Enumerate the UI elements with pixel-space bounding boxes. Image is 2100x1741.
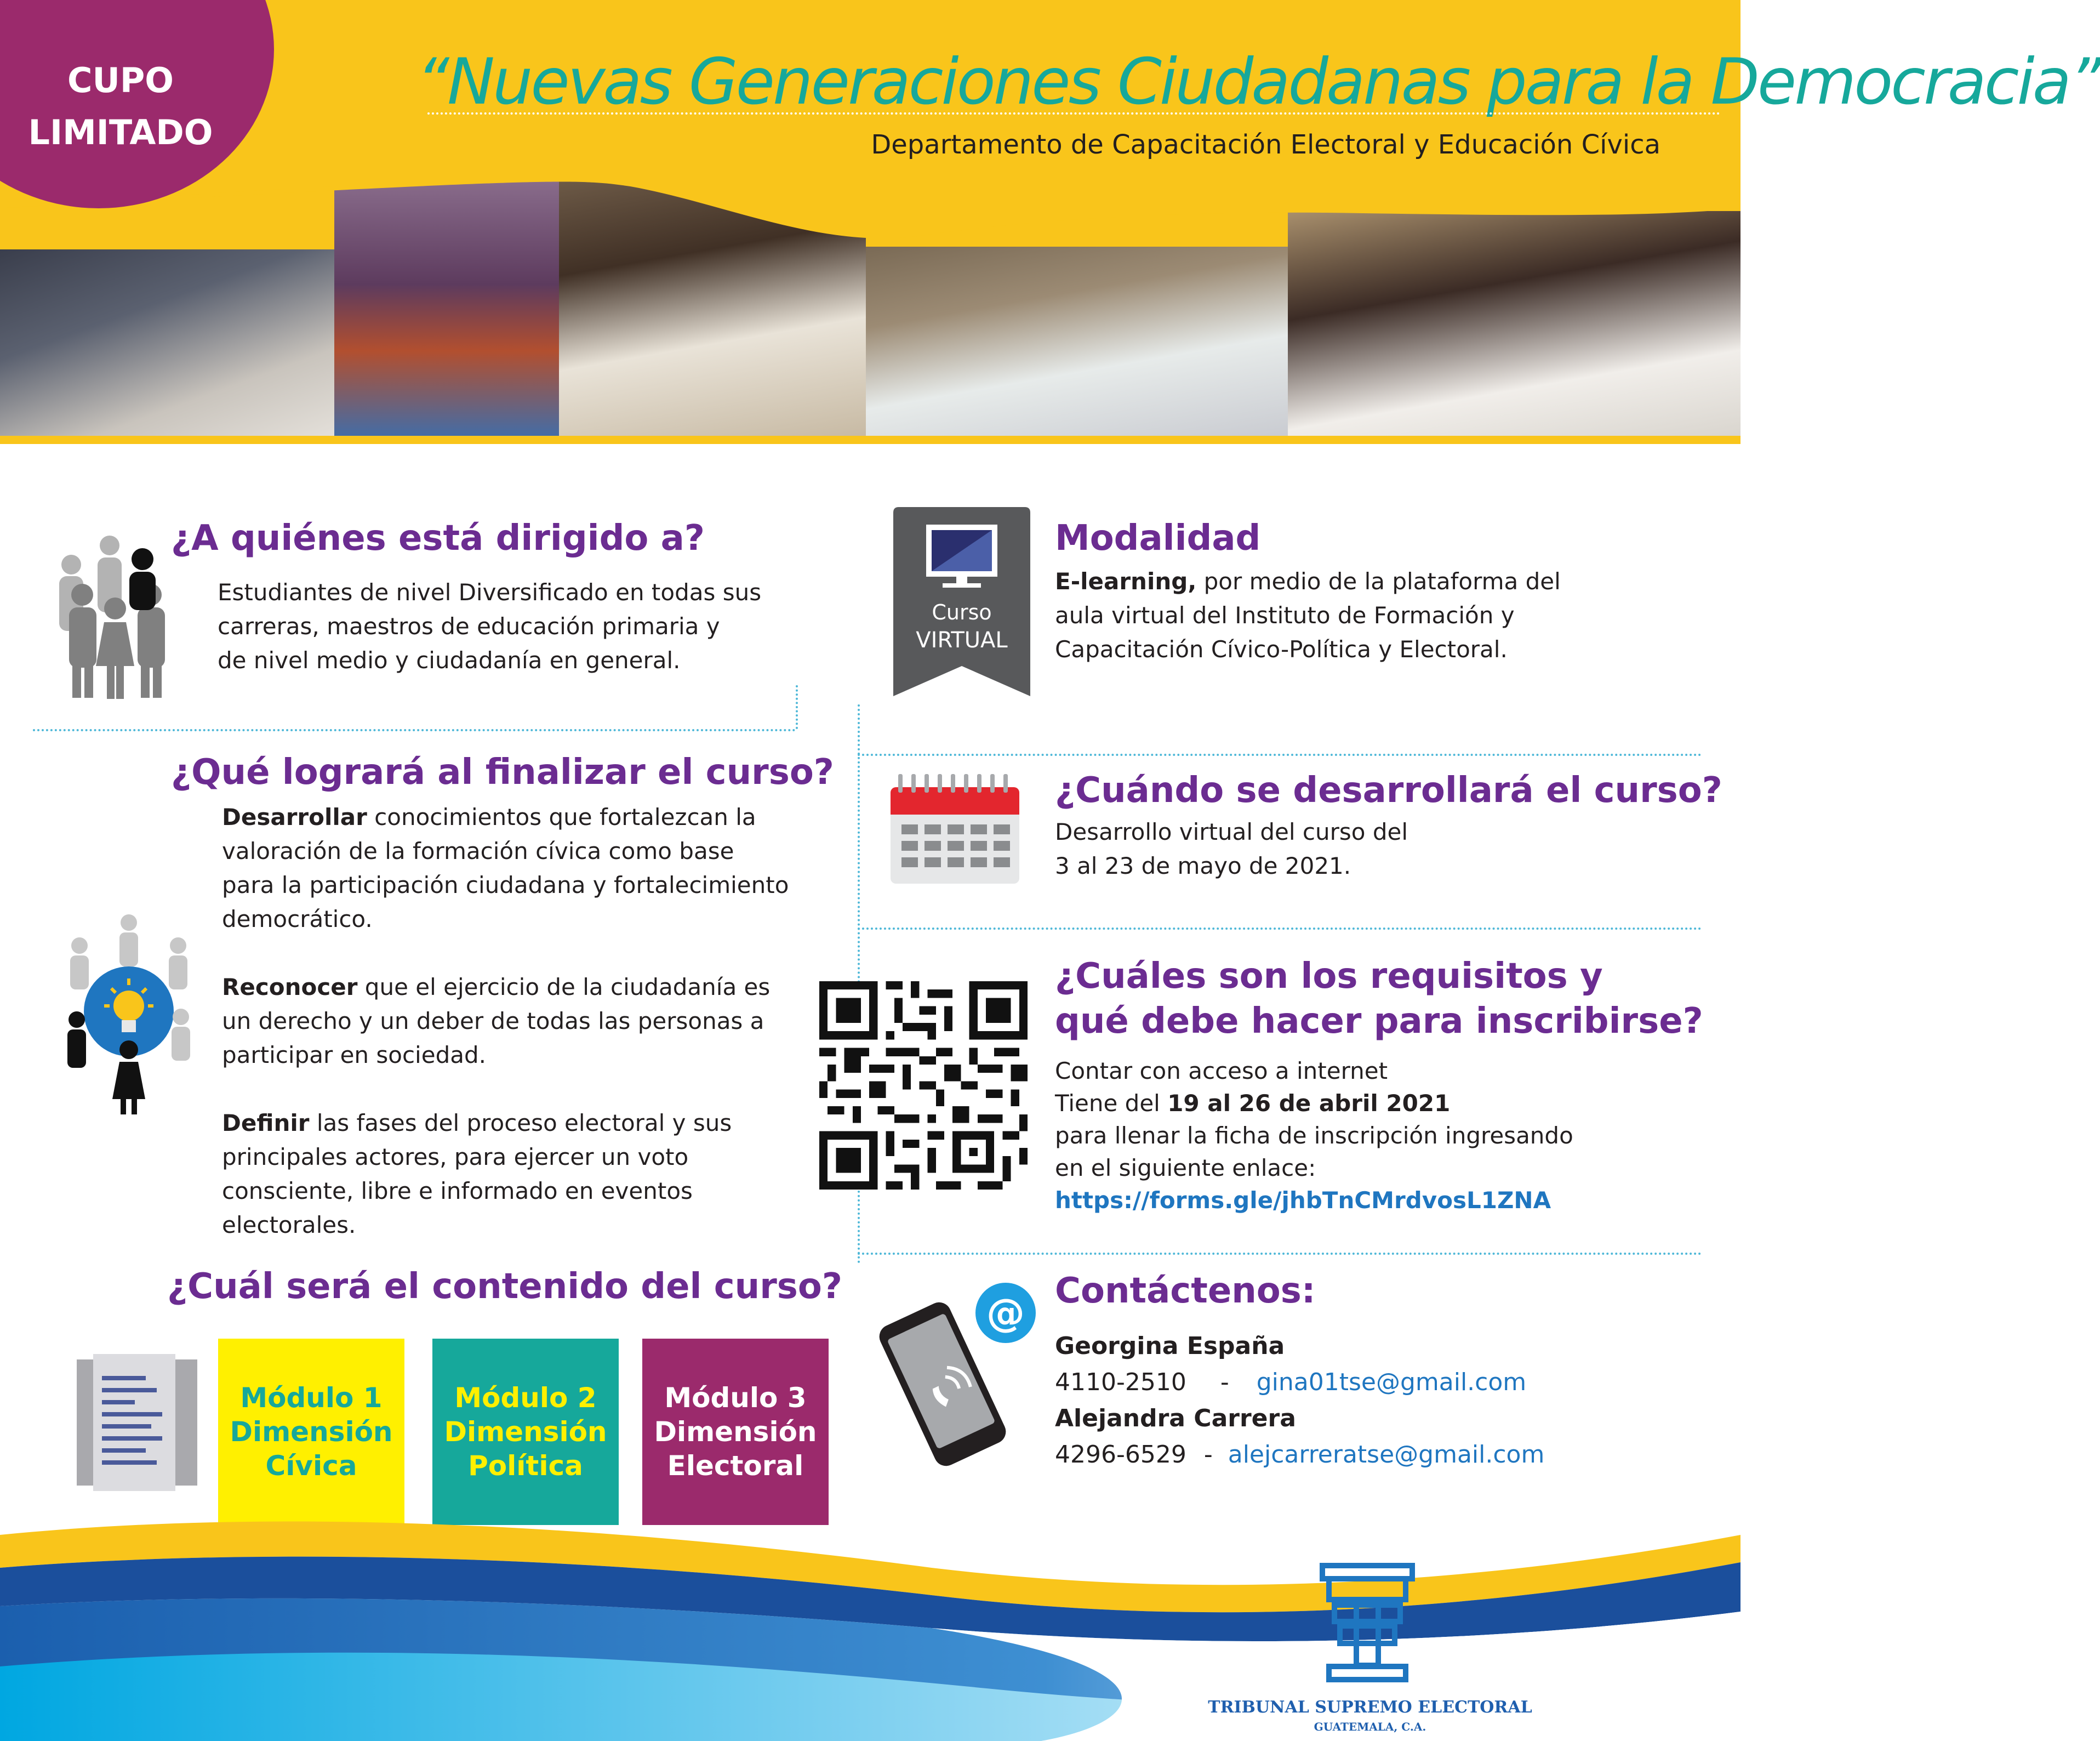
outcome-2-line-1: que el ejercicio de la ciudadanía es: [357, 974, 771, 1000]
requirements-line-2: Tiene del: [1055, 1090, 1168, 1117]
badge-line-2: LIMITADO: [28, 112, 213, 152]
module-3-dimension: Dimensión: [654, 1416, 817, 1448]
contact-separator: -: [1220, 1368, 1229, 1396]
modality-divider: [858, 754, 1702, 756]
module-1-card: [218, 1339, 404, 1525]
outcome-2-bold: Reconocer: [222, 974, 358, 1000]
module-3-title: Módulo 3: [664, 1382, 807, 1414]
requirements-line-3: para llenar la ficha de inscripción ingresando: [1055, 1122, 1573, 1149]
schedule-heading: ¿Cuándo se desarrollará el curso?: [1055, 770, 1722, 811]
department-subtitle: Departamento de Capacitación Electoral y Educación Cívica: [871, 129, 1660, 160]
audience-text: [218, 576, 761, 678]
qr-code-icon[interactable]: [819, 981, 1028, 1190]
outcome-1-line-4: democrático.: [222, 906, 373, 932]
contact-phone[interactable]: 4110-2510: [1055, 1368, 1186, 1396]
modality-heading: Modalidad: [1055, 518, 1261, 559]
org-location: GUATEMALA, C.A.: [1314, 1720, 1426, 1733]
outcomes-heading: ¿Qué logrará al finalizar el curso?: [171, 752, 834, 793]
people-group-icon: [49, 534, 175, 704]
org-name: TRIBUNAL SUPREMO ELECTORAL: [1208, 1698, 1532, 1717]
document-icon: [71, 1349, 203, 1497]
requirements-divider: [858, 1253, 1702, 1255]
audience-line-3: de nivel medio y ciudadanía en general.: [218, 647, 681, 674]
outcome-1-line-3: para la participación ciudadana y fortalecimiento: [222, 872, 789, 898]
title-divider: [427, 112, 1721, 115]
audience-line-1: Estudiantes de nivel Diversificado en todas sus: [218, 579, 762, 606]
registration-link[interactable]: https://forms.gle/jhbTnCMrdvosL1ZNA: [1055, 1187, 1551, 1214]
module-1-title: Módulo 1: [240, 1382, 383, 1414]
outcome-3-line-1: las fases del proceso electoral y sus: [309, 1110, 732, 1136]
contact-email[interactable]: gina01tse@gmail.com: [1256, 1368, 1527, 1396]
outcome-3-bold: Definir: [222, 1110, 310, 1136]
header-bottom-strip: [0, 436, 1741, 444]
outcome-1-bold: Desarrollar: [222, 804, 367, 830]
schedule-line-1: Desarrollo virtual del curso del: [1055, 818, 1408, 845]
requirements-text: [1055, 1055, 1573, 1216]
module-1-name: Cívica: [265, 1450, 357, 1482]
modality-line-2: aula virtual del Instituto de Formación y: [1055, 602, 1515, 629]
outcome-1-line-1: conocimientos que fortalezcan la: [367, 804, 756, 830]
outcomes-text: [222, 800, 789, 1242]
module-2-name: Política: [468, 1450, 583, 1482]
requirements-line-1: Contar con acceso a internet: [1055, 1057, 1388, 1084]
virtual-badge-line-2: VIRTUAL: [916, 628, 1008, 653]
modality-line-1: por medio de la plataforma del: [1196, 568, 1561, 595]
calendar-icon: [891, 774, 1019, 884]
lightbulb-people-icon: [55, 913, 203, 1116]
contact-email[interactable]: alejcarreratse@gmail.com: [1228, 1441, 1545, 1469]
modality-text: [1055, 565, 1561, 667]
contact-phone[interactable]: 4296-6529: [1055, 1441, 1186, 1469]
schedule-divider: [858, 928, 1702, 930]
tse-logo-icon: [1318, 1561, 1417, 1685]
requirements-heading-line-1: ¿Cuáles son los requisitos y: [1055, 956, 1603, 997]
audience-divider: [33, 729, 796, 731]
photo-students-group: [0, 249, 334, 444]
requirements-heading-line-2: qué debe hacer para inscribirse?: [1055, 1001, 1703, 1042]
requirements-line-4: en el siguiente enlace:: [1055, 1154, 1316, 1181]
requirements-heading: [1055, 954, 1703, 1044]
module-2-title: Módulo 2: [454, 1382, 597, 1414]
outcome-2: [222, 970, 789, 1072]
module-3-card: [642, 1339, 829, 1525]
photo-students-writing: [866, 247, 1288, 444]
modality-bold: E-learning,: [1055, 568, 1197, 595]
outcome-3-line-2: principales actores, para ejercer un voto: [222, 1143, 689, 1170]
outcome-2-line-2: un derecho y un deber de todas las personas a: [222, 1008, 764, 1034]
contact-name: Georgina España: [1055, 1332, 1285, 1360]
module-1-dimension: Dimensión: [230, 1416, 393, 1448]
contact-row: [1055, 1364, 1544, 1401]
header-wave: [0, 153, 1741, 263]
schedule-text: [1055, 815, 1408, 883]
outcome-2-line-3: participar en sociedad.: [222, 1042, 486, 1068]
modality-line-3: Capacitación Cívico-Política y Electoral.: [1055, 636, 1508, 663]
page-title: “Nuevas Generaciones Ciudadanas para la Democracia”: [416, 45, 2100, 119]
contact-row: [1055, 1437, 1544, 1473]
contact-name: Alejandra Carrera: [1055, 1404, 1296, 1432]
content-heading: ¿Cuál será el contenido del curso?: [167, 1266, 842, 1307]
schedule-line-2: 3 al 23 de mayo de 2021.: [1055, 852, 1351, 879]
outcome-3-line-4: electorales.: [222, 1211, 356, 1238]
audience-line-2: carreras, maestros de educación primaria y: [218, 613, 720, 640]
outcome-3-line-3: consciente, libre e informado en eventos: [222, 1177, 693, 1204]
audience-heading: ¿A quiénes está dirigido a?: [171, 518, 705, 559]
badge-line-1: CUPO: [67, 60, 174, 100]
outcome-1: [222, 800, 789, 936]
audience-divider-vertical: [796, 685, 798, 729]
contact-list: [1055, 1328, 1544, 1473]
outcome-3: [222, 1106, 789, 1242]
requirements-dates: 19 al 26 de abril 2021: [1167, 1090, 1451, 1117]
module-2-dimension: Dimensión: [444, 1416, 607, 1448]
contact-heading: Contáctenos:: [1055, 1271, 1316, 1311]
virtual-badge-line-1: Curso: [932, 600, 992, 624]
phone-email-icon: [877, 1275, 1041, 1477]
module-2-card: [432, 1339, 619, 1525]
svg-text:@: @: [986, 1290, 1025, 1335]
outcome-1-line-2: valoración de la formación cívica como base: [222, 838, 734, 864]
contact-separator: -: [1203, 1441, 1213, 1469]
module-3-name: Electoral: [667, 1450, 804, 1482]
